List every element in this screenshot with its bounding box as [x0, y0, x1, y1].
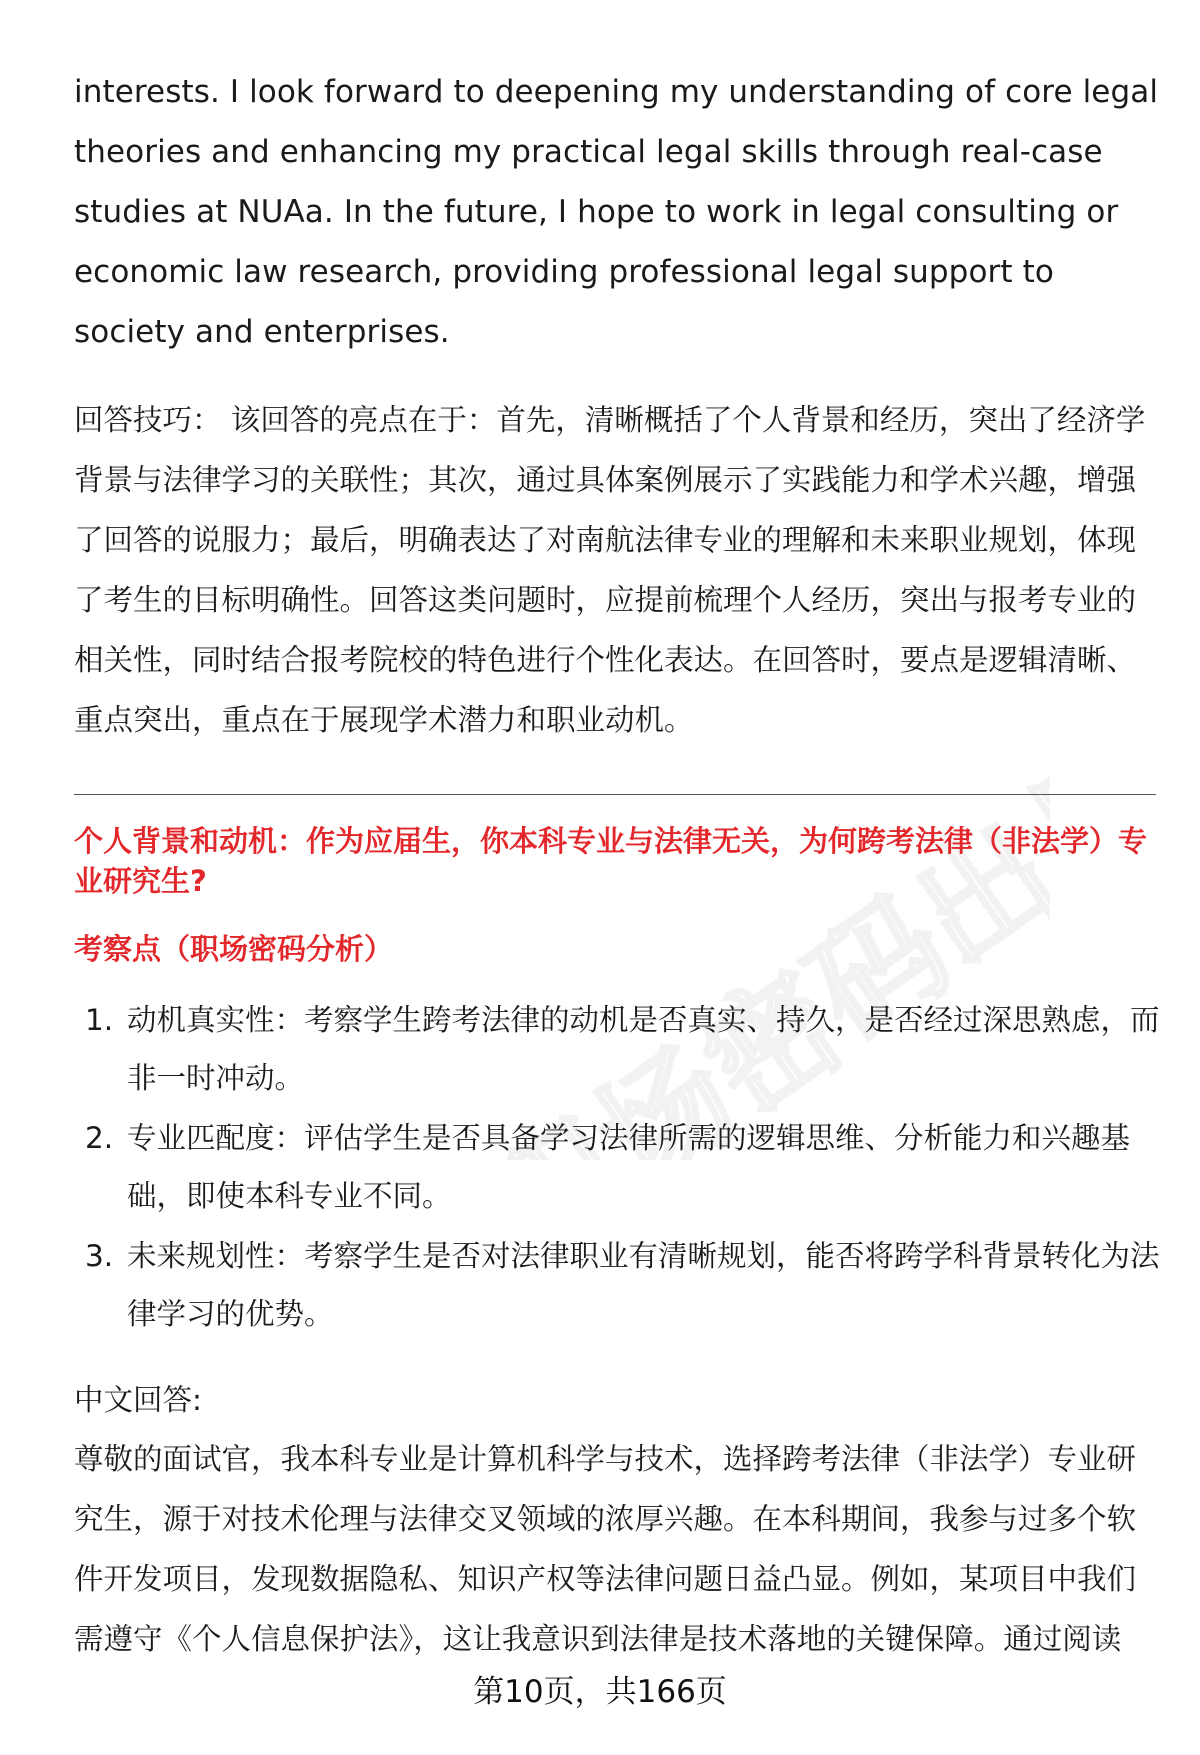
question-heading: 个人背景和动机：作为应届生，你本科专业与法律无关，为何跨考法律（非法学）专业研究生? — [74, 824, 1148, 898]
assessment-item-text: 专业匹配度：评估学生是否具备学习法律所需的逻辑思维、分析能力和兴趣基础，即使本科专业不同。 — [127, 1121, 1131, 1213]
page-footer: 第10页，共166页 — [473, 1674, 727, 1710]
assessment-item-text: 动机真实性：考察学生跨考法律的动机是否真实、持久，是否经过深思熟虑，而非一时冲动。 — [127, 1003, 1160, 1095]
page-content — [74, 62, 1160, 1669]
assessment-list — [74, 991, 1160, 1343]
english-paragraph: interests. I look forward to deepening my understanding of core legal theories and enhancing my practical legal skills through real-case studies at NUAa. In the future, I hope to work in legal consulting or economic law research, providing professional legal support to society and enterprises. — [74, 74, 1159, 350]
chinese-answer-label: 中文回答: — [74, 1383, 202, 1417]
assessment-item-text: 未来规划性：考察学生是否对法律职业有清晰规划，能否将跨学科背景转化为法律学习的优势。 — [127, 1239, 1160, 1331]
assessment-item — [74, 1227, 1160, 1343]
section-divider — [74, 794, 1156, 795]
answer-tip: 回答技巧： 该回答的亮点在于：首先，清晰概括了个人背景和经历，突出了经济学背景与法律学习的关联性；其次，通过具体案例展示了实践能力和学术兴趣，增强了回答的说服力；最后，明确表达了对南航法律专业的理解和未来职业规划，体现了考生的目标明确性。回答这类问题时，应提前梳理个人经历，突出与报考专业的相关性，同时结合报考院校的特色进行个性化表达。在回答时，要点是逻辑清晰、重点突出，重点在于展现学术潜力和职业动机。 — [74, 403, 1146, 737]
assessment-item — [74, 991, 1160, 1107]
assessment-item-number: 2. — [85, 1121, 114, 1155]
assessment-item — [74, 1109, 1160, 1225]
assessment-heading: 考察点（职场密码分析） — [74, 932, 394, 966]
watermark-text: 职场密码出品 — [462, 720, 1050, 1160]
assessment-item-number: 1. — [85, 1003, 114, 1037]
chinese-answer: 尊敬的面试官，我本科专业是计算机科学与技术，选择跨考法律（非法学）专业研究生，源于对技术伦理与法律交叉领域的浓厚兴趣。在本科期间，我参与过多个软件开发项目，发现数据隐私、知识产权等法律问题日益凸显。例如，某项目中我们需遵守《个人信息保护法》，这让我意识到法律是技术落地的关键保障。通过阅读 — [74, 1442, 1137, 1656]
assessment-item-number: 3. — [85, 1239, 114, 1273]
